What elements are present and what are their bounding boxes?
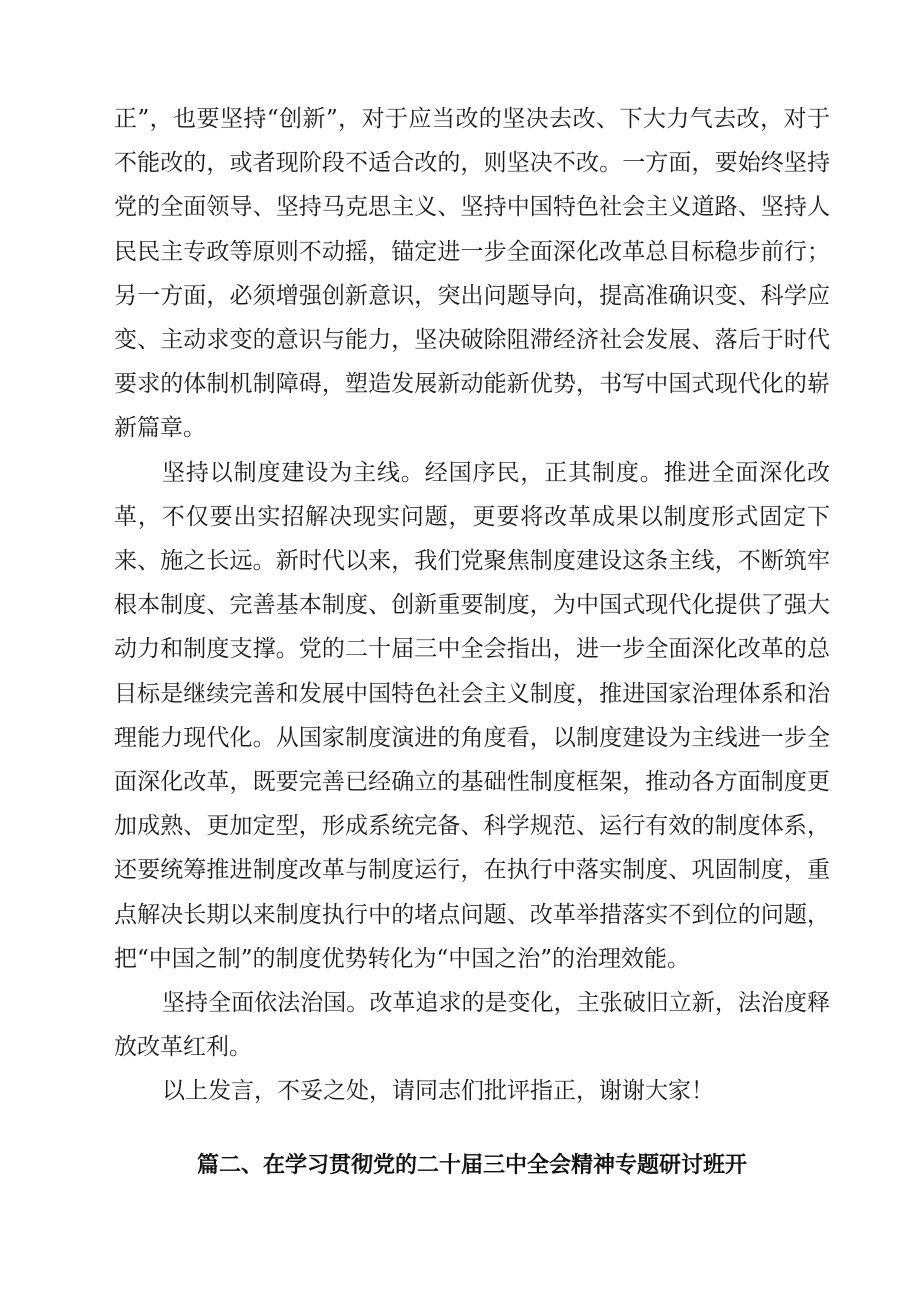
paragraph-closing-remarks: 以上发言，不妥之处，请同志们批评指正，谢谢大家！ (162, 1078, 714, 1105)
paragraph-institution-building: 坚持以制度建设为主线。经国序民，正其制度。推进全面深化改革，不仅要出实招解决现实问题，更要将改革成果以制度形式固定下来、施之长远。新时代以来，我们党聚焦制度建设这条主线，不断筑牢根本制度、完善基本制度、创新重要制度，为中国式现代化提供了强大动力和制度支撑。党的二十届三中全会指出，进一步全面深化改革的总目标是继续完善和发展中国特色社会主义制度，推进国家治理体系和治理能力现代化。从国家制度演进的角度看，以制度建设为主线进一步全面深化改革，既要完善已经确立的基础性制度框架，推动各方面制度更加成熟、更加定型，形成系统完备、科学规范、运行有效的制度体系，还要统筹推进制度改革与制度运行，在执行中落实制度、巩固制度，重点解决长期以来制度执行中的堵点问题、改革举措落实不到位的问题，把“中国之制”的制度优势转化为“中国之治”的治理效能。 (114, 459, 830, 972)
section-title: 篇二、在学习贯彻党的二十届三中全会精神专题研讨班开 (196, 1153, 747, 1178)
paragraph-continuation: 正”，也要坚持“创新”，对于应当改的坚决去改、下大力气去改，对于不能改的，或者现阶段不适合改的，则坚决不改。一方面，要始终坚持党的全面领导、坚持马克思主义、坚持中国特色社会主义道路、坚持人民民主专政等原则不动摇，锚定进一步全面深化改革总目标稳步前行；另一方面，必须增强创新意识，突出问题导向，提高准确识变、科学应变、主动求变的意识与能力，坚决破除阻滞经济社会发展、落后于时代要求的体制机制障碍，塑造发展新动能新优势，书写中国式现代化的崭新篇章。 (114, 106, 830, 442)
paragraph-rule-of-law: 坚持全面依法治国。改革追求的是变化，主张破旧立新，法治度释放改革红利。 (114, 990, 830, 1061)
document-body (114, 97, 830, 1114)
